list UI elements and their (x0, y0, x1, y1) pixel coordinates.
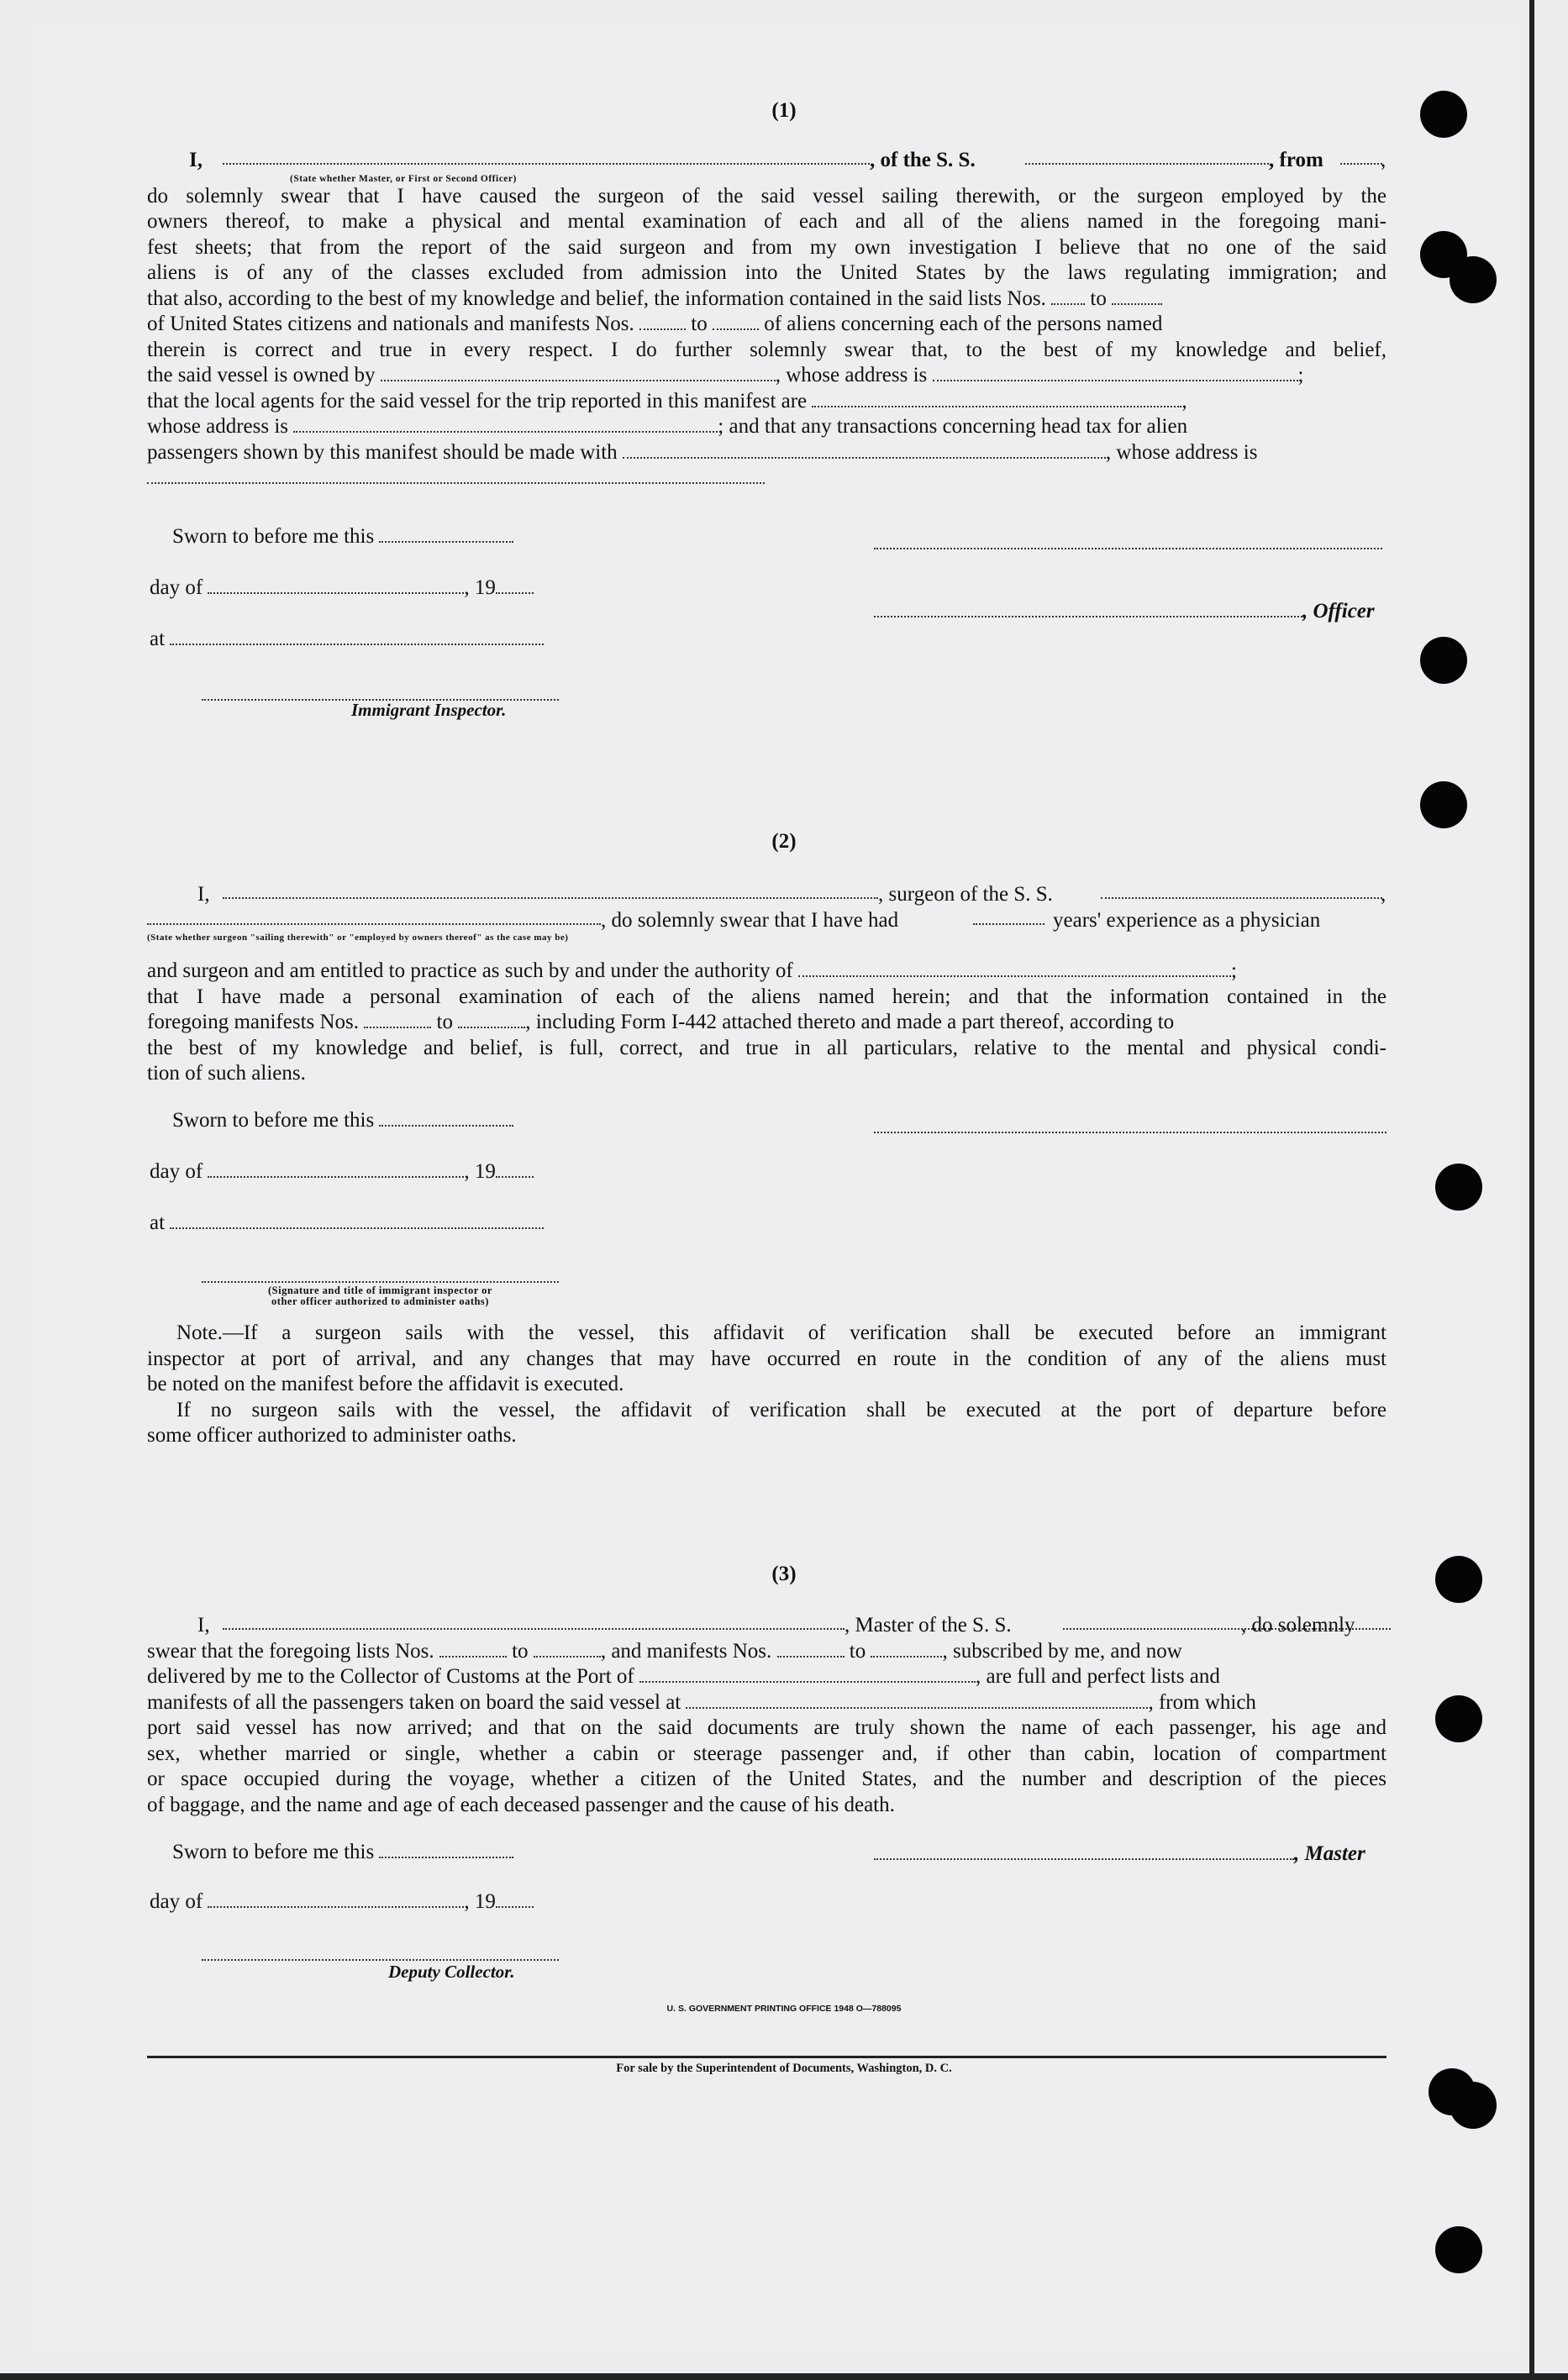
sec3-day-field[interactable] (208, 1891, 464, 1908)
text: , do solemnly (1241, 1614, 1355, 1637)
officer-signature-line[interactable] (874, 546, 1382, 549)
text: Sworn to before me this (172, 1109, 375, 1132)
sec3-p7: of baggage, and the name and age of each deceased passenger and the cause of his death. (147, 1793, 895, 1816)
owner-field[interactable] (381, 365, 776, 381)
text: , 19 (464, 576, 496, 599)
text: Sworn to before me this (172, 525, 375, 548)
text: , subscribed by me, and now (942, 1639, 1182, 1663)
sec1-officer (874, 600, 1375, 623)
collector-label: Deputy Collector. (388, 1962, 515, 1982)
sec1-p8 (147, 363, 1386, 389)
text: , do solemnly swear that I have had (601, 908, 899, 932)
sec2-p3 (147, 1010, 1386, 1036)
text: foregoing manifests Nos. (147, 1011, 360, 1033)
surgeon-name-field[interactable] (223, 882, 878, 899)
sec1-ofss: , of the S. S. (870, 149, 976, 171)
sec1-at (150, 628, 544, 651)
sec1-day (150, 576, 534, 600)
sec2-year-field[interactable] (496, 1161, 534, 1178)
sec2-day (150, 1160, 534, 1184)
note-line-5: some officer authorized to administer oaths. (147, 1424, 517, 1447)
section-2-number: (2) (771, 830, 797, 853)
section-2 (147, 882, 1386, 1087)
text: , whose address is (1105, 440, 1258, 464)
sec1-p6 (147, 312, 1386, 338)
section-1 (147, 148, 1386, 491)
sale-notice: For sale by the Superintendent of Documents, Washington, D. C. (616, 2062, 952, 2075)
agents-address-field[interactable] (293, 416, 718, 433)
text: to (1090, 286, 1107, 310)
text: ; and that any transactions concerning head tax for alien (718, 415, 1188, 438)
sec2-p5: tion of such aliens. (147, 1062, 306, 1085)
note-line-3: be noted on the manifest before the affidavit is executed. (147, 1373, 624, 1395)
sec1-i: I, (189, 149, 203, 171)
comma: , (1381, 149, 1386, 171)
text: , are full and perfect lists and (976, 1665, 1220, 1688)
printing-office: U. S. GOVERNMENT PRINTING OFFICE 1948 O—788095 (666, 2004, 902, 2014)
sec1-p10 (147, 414, 1386, 440)
sec3-p3 (147, 1690, 1386, 1716)
officer-label: , Officer (1302, 600, 1375, 623)
caption-line: (Signature and title of immigrant inspector or (268, 1285, 492, 1296)
lists-to-field[interactable] (1112, 288, 1162, 305)
text: ; (1231, 959, 1237, 982)
text: to (436, 1011, 453, 1033)
officer-field[interactable] (874, 601, 1302, 617)
years-field[interactable] (973, 908, 1044, 925)
binder-hole (1420, 781, 1467, 828)
master-label: , Master (1294, 1842, 1365, 1865)
sec2-manifest-to-field[interactable] (458, 1011, 525, 1028)
text: , surgeon of the S. S. (878, 883, 1053, 906)
sec1-p7: therein is correct and true in every respect. I do further solemnly swear that, to the best of my knowledge and belief, (147, 338, 1386, 361)
sec2-p1 (147, 959, 1386, 985)
text: , from which (1148, 1690, 1256, 1714)
text: I, (197, 883, 210, 906)
from-field[interactable] (1340, 148, 1382, 165)
sec3-sworn (172, 1841, 513, 1864)
sec2-at (150, 1211, 544, 1235)
sec3-line-1 (147, 1613, 1386, 1639)
sec1-sworn (172, 525, 513, 549)
sec3-manifest-from-field[interactable] (777, 1641, 845, 1658)
sec2-caption: (State whether surgeon "sailing therewith" or "employed by owners thereof" as the case may be) (147, 933, 569, 943)
section-3 (147, 1613, 1386, 1818)
text: , including Form I-442 attached thereto and made a part thereof, according to (525, 1011, 1175, 1033)
sec2-sworn (172, 1109, 513, 1132)
text: , and manifests Nos. (600, 1639, 772, 1663)
sec3-p5: sex, whether married or single, whether a cabin or steerage passenger and, if other than cabin, location of compartment (147, 1742, 1386, 1765)
sec1-p1: do solemnly swear that I have caused the surgeon of the said vessel sailing therewith, or the surgeon employed by the (147, 184, 1386, 208)
collector-signature-line[interactable] (202, 1957, 559, 1961)
manifest-to-field[interactable] (713, 313, 759, 330)
sec3-year-field[interactable] (496, 1891, 534, 1908)
authority-field[interactable] (798, 960, 1231, 977)
text: swear that the foregoing lists Nos. (147, 1639, 434, 1663)
binder-hole (1450, 2082, 1497, 2129)
port-field[interactable] (639, 1666, 976, 1683)
binder-hole (1435, 2226, 1482, 2273)
sec3-p4: port said vessel has now arrived; and that on the said documents are truly shown the name of each passenger, his age and (147, 1716, 1386, 1739)
text: manifests of all the passengers taken on board the said vessel at (147, 1690, 681, 1714)
embark-port-field[interactable] (686, 1692, 1148, 1709)
ship-name-field[interactable] (1025, 148, 1269, 165)
sec1-p3: fest sheets; that from the report of the said surgeon and from my own investigation I believe that no one of the said (147, 235, 1386, 259)
text: , Master of the S. S. (845, 1614, 1012, 1637)
sec3-p6: or space occupied during the voyage, whether a citizen of the United States, and the number and description of the pieces (147, 1768, 1386, 1790)
sec1-p12 (147, 465, 1386, 491)
footer-rule (147, 2056, 1386, 2058)
sec2-sworn-date-field[interactable] (379, 1110, 513, 1127)
sec3-day (150, 1890, 534, 1914)
sec2-day-field[interactable] (208, 1161, 464, 1178)
text: , (1381, 883, 1386, 906)
sec3-p2 (147, 1664, 1386, 1690)
note-line-2: inspector at port of arrival, and any changes that may have occurred en route in the condition of any of the aliens must (147, 1347, 1386, 1370)
sec2-inspector-signature-line[interactable] (202, 1279, 559, 1283)
sec2-p4: the best of my knowledge and belief, is full, correct, and true in all particulars, relative to the mental and physical condi- (147, 1036, 1386, 1059)
sec1-from: , from (1269, 149, 1323, 171)
sec3-manifest-to-field[interactable] (871, 1641, 942, 1658)
sworn-date-field[interactable] (379, 526, 513, 543)
sec1-caption: (State whether Master, or First or Second Officer) (290, 173, 517, 184)
text: day of (150, 576, 203, 599)
sec3-lists-from-field[interactable] (439, 1641, 507, 1658)
binder-hole (1450, 256, 1497, 303)
text: delivered by me to the Collector of Customs at the Port of (147, 1665, 634, 1688)
name-field[interactable] (223, 148, 870, 165)
binder-hole (1435, 1164, 1482, 1211)
text: at (150, 628, 166, 650)
text: of United States citizens and nationals and manifests Nos. (147, 313, 634, 335)
page-edge (1529, 0, 1534, 2380)
sec3-master (874, 1842, 1365, 1866)
inspector-label: Immigrant Inspector. (351, 700, 507, 720)
head-tax-address-field[interactable] (147, 467, 765, 484)
surgeon-status-field[interactable] (147, 908, 601, 925)
text: the said vessel is owned by (147, 364, 376, 386)
at-field[interactable] (170, 628, 544, 645)
binder-hole (1420, 637, 1467, 684)
text: , whose address is (775, 364, 928, 386)
master-signature-field[interactable] (874, 1843, 1294, 1860)
sec3-lists-to-field[interactable] (534, 1641, 601, 1658)
text: that also, according to the best of my knowledge and belief, the information contained in the said lists Nos. (147, 286, 1046, 310)
text: to (691, 313, 708, 335)
text: whose address is (147, 415, 289, 438)
sec2-sig-caption (202, 1285, 559, 1307)
text: passengers shown by this manifest should be made with (147, 440, 618, 464)
section-1-number: (1) (771, 99, 797, 122)
lists-from-field[interactable] (1051, 288, 1085, 305)
text: to (512, 1639, 529, 1663)
text: to (849, 1639, 866, 1663)
owner-address-field[interactable] (933, 365, 1298, 381)
text: day of (150, 1160, 203, 1183)
sec1-p9 (147, 389, 1386, 415)
note-line-4: If no surgeon sails with the vessel, the affidavit of verification shall be executed at the port of departure before (176, 1398, 1386, 1421)
surgeon-signature-line[interactable] (874, 1130, 1386, 1133)
page-edge-bottom (0, 2373, 1568, 2380)
sec1-p4: aliens is of any of the classes excluded from admission into the United States by the laws regulating immigration; and (147, 261, 1386, 284)
text: I, (197, 1614, 210, 1637)
text: day of (150, 1890, 203, 1913)
text: , (1181, 389, 1187, 412)
sec1-p2: owners thereof, to make a physical and mental examination of each and all of the aliens named in the foregoing mani- (147, 210, 1386, 233)
sec2-note (147, 1321, 1386, 1449)
sec3-sworn-date-field[interactable] (379, 1841, 513, 1858)
head-tax-field[interactable] (623, 442, 1106, 459)
manifest-from-field[interactable] (639, 313, 686, 330)
text: Sworn to before me this (172, 1841, 375, 1863)
sec1-p11 (147, 440, 1386, 466)
sec3-p1 (147, 1639, 1386, 1665)
sec2-line-1 (147, 882, 1386, 908)
sec2-ship-field[interactable] (1101, 882, 1382, 899)
text: and surgeon and am entitled to practice as such by and under the authority of (147, 959, 793, 982)
text: of aliens concerning each of the persons named (764, 313, 1163, 335)
sec2-at-field[interactable] (170, 1212, 544, 1229)
section-3-number: (3) (771, 1563, 797, 1585)
text: years' experience as a physician (1053, 908, 1321, 932)
text: that the local agents for the said vessel for the trip reported in this manifest are (147, 389, 808, 412)
text: ; (1297, 364, 1304, 386)
master-name-field[interactable] (223, 1613, 845, 1630)
sec1-p5 (147, 286, 1386, 313)
day-field[interactable] (208, 577, 464, 594)
text: , 19 (464, 1890, 496, 1913)
year-field[interactable] (496, 577, 534, 594)
sec2-manifest-from-field[interactable] (364, 1011, 431, 1028)
caption-line: other officer authorized to administer oaths) (271, 1295, 489, 1307)
note-line-1: Note.—If a surgeon sails with the vessel, this affidavit of verification shall be executed before an immigrant (176, 1321, 1386, 1344)
text: , 19 (464, 1160, 496, 1183)
agents-field[interactable] (812, 391, 1181, 407)
text: at (150, 1211, 166, 1234)
binder-hole (1435, 1695, 1482, 1742)
sec2-p2: that I have made a personal examination of each of the aliens named herein; and that the information contained in the (147, 985, 1386, 1008)
